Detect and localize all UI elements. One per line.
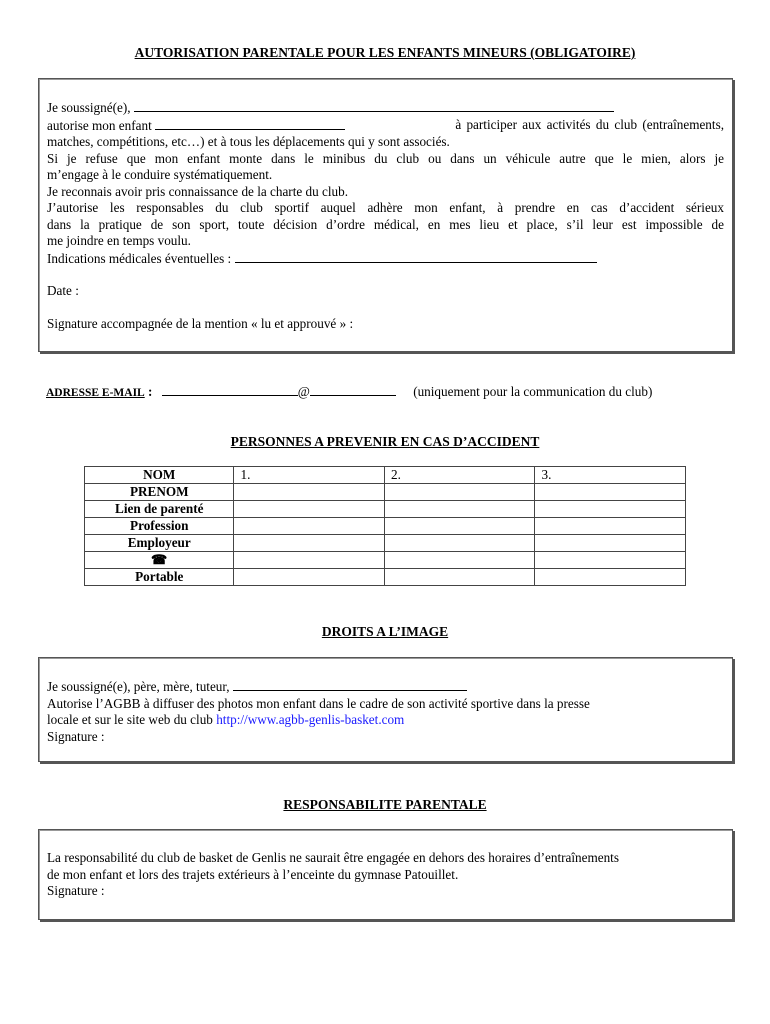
column-number[interactable]: 2. bbox=[384, 467, 535, 484]
contacts-title: PERSONNES A PREVENIR EN CAS D’ACCIDENT bbox=[230, 434, 540, 449]
row-header: PRENOM bbox=[85, 484, 234, 501]
phone-icon: ☎ bbox=[85, 552, 234, 569]
image-rights-signature-label: Signature : bbox=[47, 728, 105, 744]
table-row bbox=[85, 467, 686, 484]
medical-indications-line bbox=[47, 250, 724, 268]
website-line bbox=[47, 712, 724, 729]
contact-cell[interactable] bbox=[384, 484, 535, 501]
contact-cell[interactable] bbox=[384, 501, 535, 518]
table-row bbox=[85, 569, 686, 586]
contact-cell[interactable] bbox=[384, 518, 535, 535]
image-rights-title: DROITS A L’IMAGE bbox=[321, 624, 449, 639]
contact-cell[interactable] bbox=[234, 535, 385, 552]
activities-text: matches, compétitions, etc…) et à tous les déplacements qui y sont associés. bbox=[47, 134, 450, 149]
row-header: Employeur bbox=[85, 535, 234, 552]
minibus-text: Si je refuse que mon enfant monte dans le minibus du club ou dans un véhicule autre que le mien, alors je bbox=[47, 150, 724, 166]
minibus-text-continued: m’engage à le conduire systématiquement. bbox=[47, 167, 273, 182]
child-name-field[interactable] bbox=[155, 117, 345, 130]
page-title: AUTORISATION PARENTALE POUR LES ENFANTS MINEURS (OBLIGATOIRE) bbox=[134, 45, 636, 60]
contact-cell[interactable] bbox=[535, 535, 686, 552]
row-header: NOM bbox=[85, 467, 234, 484]
photo-authorization-text: Autorise l’AGBB à diffuser des photos mon enfant dans le cadre de son activité sportive dans la presse bbox=[47, 695, 590, 711]
child-label: autorise mon enfant bbox=[47, 117, 152, 133]
image-rights-box bbox=[38, 657, 733, 762]
row-header: Lien de parenté bbox=[85, 501, 234, 518]
row-header: Profession bbox=[85, 518, 234, 535]
authorization-box bbox=[38, 78, 733, 352]
contact-cell[interactable] bbox=[234, 569, 385, 586]
medical-authorization-text-3: me joindre en temps voulu. bbox=[47, 233, 191, 248]
club-website-link[interactable]: http://www.agbb-genlis-basket.com bbox=[216, 712, 405, 727]
table-row bbox=[85, 535, 686, 552]
contact-cell[interactable] bbox=[384, 535, 535, 552]
medical-authorization-text-2: dans la pratique de son sport, toute décision d’ordre médical, en mes lieu et place, s’il leur est impossible de bbox=[47, 216, 724, 232]
authorization-name-line bbox=[47, 99, 724, 117]
column-number[interactable]: 3. bbox=[535, 467, 686, 484]
email-at: @ bbox=[297, 384, 310, 399]
email-row bbox=[46, 383, 652, 402]
contact-cell[interactable] bbox=[535, 501, 686, 518]
responsibility-text: La responsabilité du club de basket de Genlis ne saurait être engagée en dehors des horaires d’entraînements bbox=[47, 850, 619, 865]
contact-cell[interactable] bbox=[234, 552, 385, 569]
row-header: Portable bbox=[85, 569, 234, 586]
date-label: Date : bbox=[47, 283, 79, 298]
medical-indications-label: Indications médicales éventuelles : bbox=[47, 250, 232, 266]
guardian-label: Je soussigné(e), père, mère, tuteur, bbox=[47, 679, 230, 694]
responsibility-title: RESPONSABILITE PARENTALE bbox=[283, 797, 487, 812]
email-label: ADRESSE E-MAIL bbox=[46, 387, 145, 399]
table-row bbox=[85, 518, 686, 535]
contact-cell[interactable] bbox=[535, 569, 686, 586]
responsibility-signature-label: Signature : bbox=[47, 883, 105, 898]
email-colon: : bbox=[148, 384, 153, 399]
contact-cell[interactable] bbox=[384, 552, 535, 569]
parent-name-field[interactable] bbox=[134, 99, 614, 112]
email-domain-field[interactable] bbox=[310, 383, 396, 396]
email-note: (uniquement pour la communication du club) bbox=[413, 384, 653, 399]
participation-text: à participer aux activités du club (entraînements, bbox=[455, 116, 724, 132]
signature-approval-label: Signature accompagnée de la mention « lu et approuvé » : bbox=[47, 315, 354, 331]
contact-cell[interactable] bbox=[535, 518, 686, 535]
email-user-field[interactable] bbox=[162, 383, 298, 396]
authorization-child-line bbox=[47, 117, 724, 135]
website-text: locale et sur le site web du club bbox=[47, 712, 213, 727]
charter-text: Je reconnais avoir pris connaissance de la charte du club. bbox=[47, 183, 348, 199]
responsibility-box bbox=[38, 829, 733, 920]
contacts-table bbox=[84, 466, 686, 586]
table-row bbox=[85, 501, 686, 518]
medical-authorization-text: J’autorise les responsables du club sportif auquel adhère mon enfant, à prendre en cas d’accident sérieux bbox=[47, 200, 724, 215]
contact-cell[interactable] bbox=[234, 501, 385, 518]
column-number[interactable]: 1. bbox=[234, 467, 385, 484]
medical-indications-field[interactable] bbox=[235, 250, 597, 263]
table-row bbox=[85, 552, 686, 569]
contact-cell[interactable] bbox=[234, 484, 385, 501]
contact-cell[interactable] bbox=[234, 518, 385, 535]
table-row bbox=[85, 484, 686, 501]
guardian-name-field[interactable] bbox=[233, 678, 467, 691]
guardian-line bbox=[47, 678, 724, 696]
responsibility-text-2: de mon enfant et lors des trajets extérieurs à l’enceinte du gymnase Patouillet. bbox=[47, 866, 459, 882]
contact-cell[interactable] bbox=[535, 484, 686, 501]
authorization-name-label: Je soussigné(e), bbox=[47, 100, 131, 115]
contact-cell[interactable] bbox=[384, 569, 535, 586]
contact-cell[interactable] bbox=[535, 552, 686, 569]
